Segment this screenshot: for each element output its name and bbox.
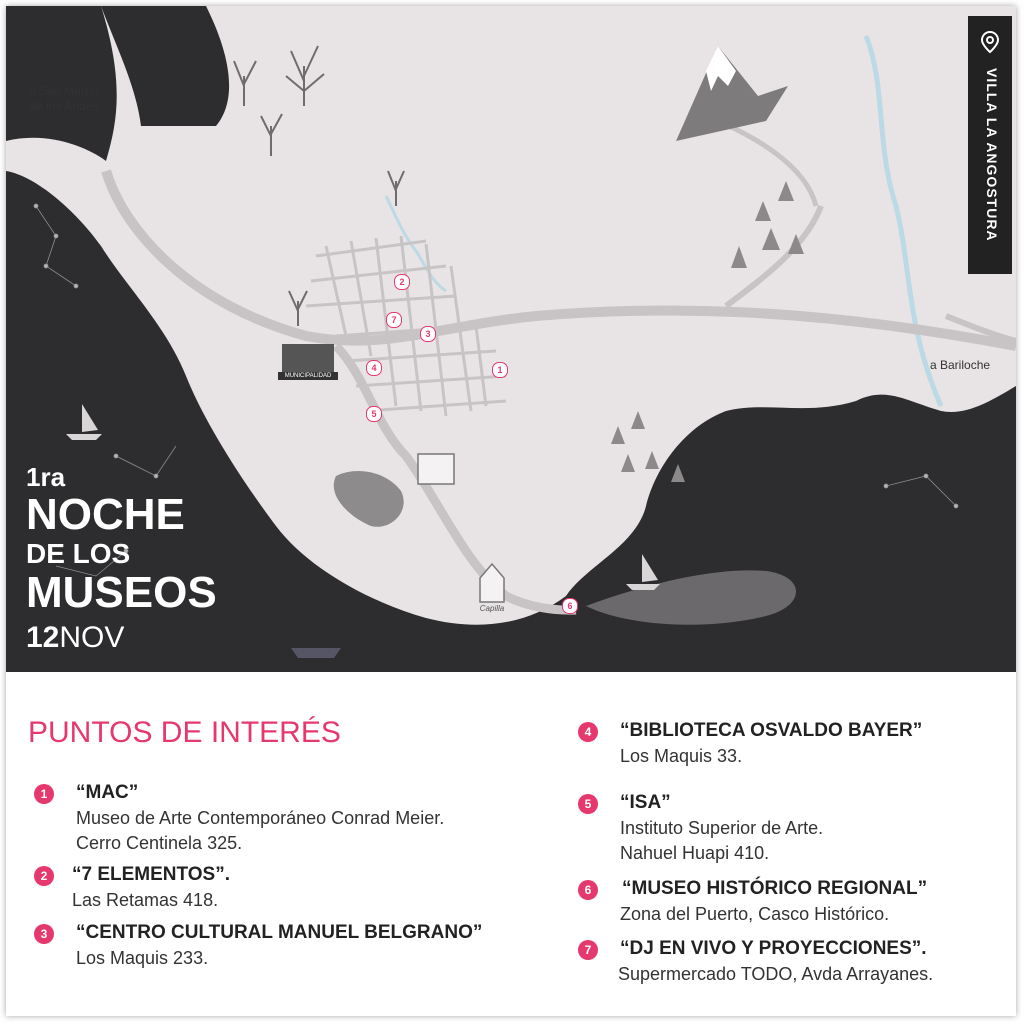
poi-number: 2: [34, 866, 54, 886]
points-of-interest: [6, 672, 1016, 1016]
event-edition: 1ra: [26, 462, 66, 492]
map-marker[interactable]: 7: [386, 312, 402, 328]
town-tab: [968, 16, 1012, 274]
municipalidad-sign: MUNICIPALIDAD: [284, 373, 332, 379]
event-title-line3: MUSEOS: [26, 568, 217, 617]
poi-address: Museo de Arte Contemporáneo Conrad Meier. Cerro Centinela 325.: [76, 808, 445, 853]
poi-name: “BIBLIOTECA OSVALDO BAYER”: [620, 720, 923, 741]
poi-address: Zona del Puerto, Casco Histórico.: [620, 904, 890, 924]
poi-name: “ISA”: [620, 792, 671, 813]
direction-label-bariloche: a Bariloche: [930, 358, 991, 372]
map-marker[interactable]: 1: [492, 362, 508, 378]
map: [6, 6, 1016, 672]
capilla-sign: Capilla: [479, 604, 505, 613]
event-title-line2: DE LOS: [26, 538, 131, 569]
direction-label-san-martin: a San Martín de los Andes: [29, 84, 99, 113]
event-title-line1: NOCHE: [26, 490, 185, 539]
poi-name: “7 ELEMENTOS”.: [72, 864, 231, 885]
map-marker[interactable]: 6: [562, 598, 578, 614]
map-marker[interactable]: 4: [366, 360, 382, 376]
poi-name: “DJ EN VIVO Y PROYECCIONES”.: [620, 938, 927, 959]
event-date: 12NOV: [26, 621, 125, 654]
poi-address: Los Maquis 233.: [76, 948, 209, 968]
map-marker[interactable]: 5: [366, 406, 382, 422]
poi-number: 5: [578, 794, 598, 814]
location-pin-icon: [980, 30, 1000, 54]
poi-name: “MUSEO HISTÓRICO REGIONAL”: [622, 878, 928, 899]
poster: [6, 6, 1016, 1016]
poi-address: Supermercado TODO, Avda Arrayanes.: [618, 964, 934, 984]
map-marker[interactable]: 2: [394, 274, 410, 290]
map-marker[interactable]: 3: [420, 326, 436, 342]
poi-number: 6: [578, 880, 598, 900]
poi-number: 7: [578, 940, 598, 960]
poi-number: 4: [578, 722, 598, 742]
points-heading: PUNTOS DE INTERÉS: [28, 716, 341, 749]
poi-name: “CENTRO CULTURAL MANUEL BELGRANO”: [76, 922, 483, 943]
poi-address: Los Maquis 33.: [620, 746, 743, 766]
poi-number: 1: [34, 784, 54, 804]
poi-number: 3: [34, 924, 54, 944]
poi-address: Las Retamas 418.: [72, 890, 219, 910]
poi-name: “MAC”: [76, 782, 139, 803]
event-title: [26, 462, 217, 656]
town-name: VILLA LA ANGOSTURA: [984, 68, 1000, 242]
poi-address: Instituto Superior de Arte. Nahuel Huapi 410.: [620, 818, 824, 863]
